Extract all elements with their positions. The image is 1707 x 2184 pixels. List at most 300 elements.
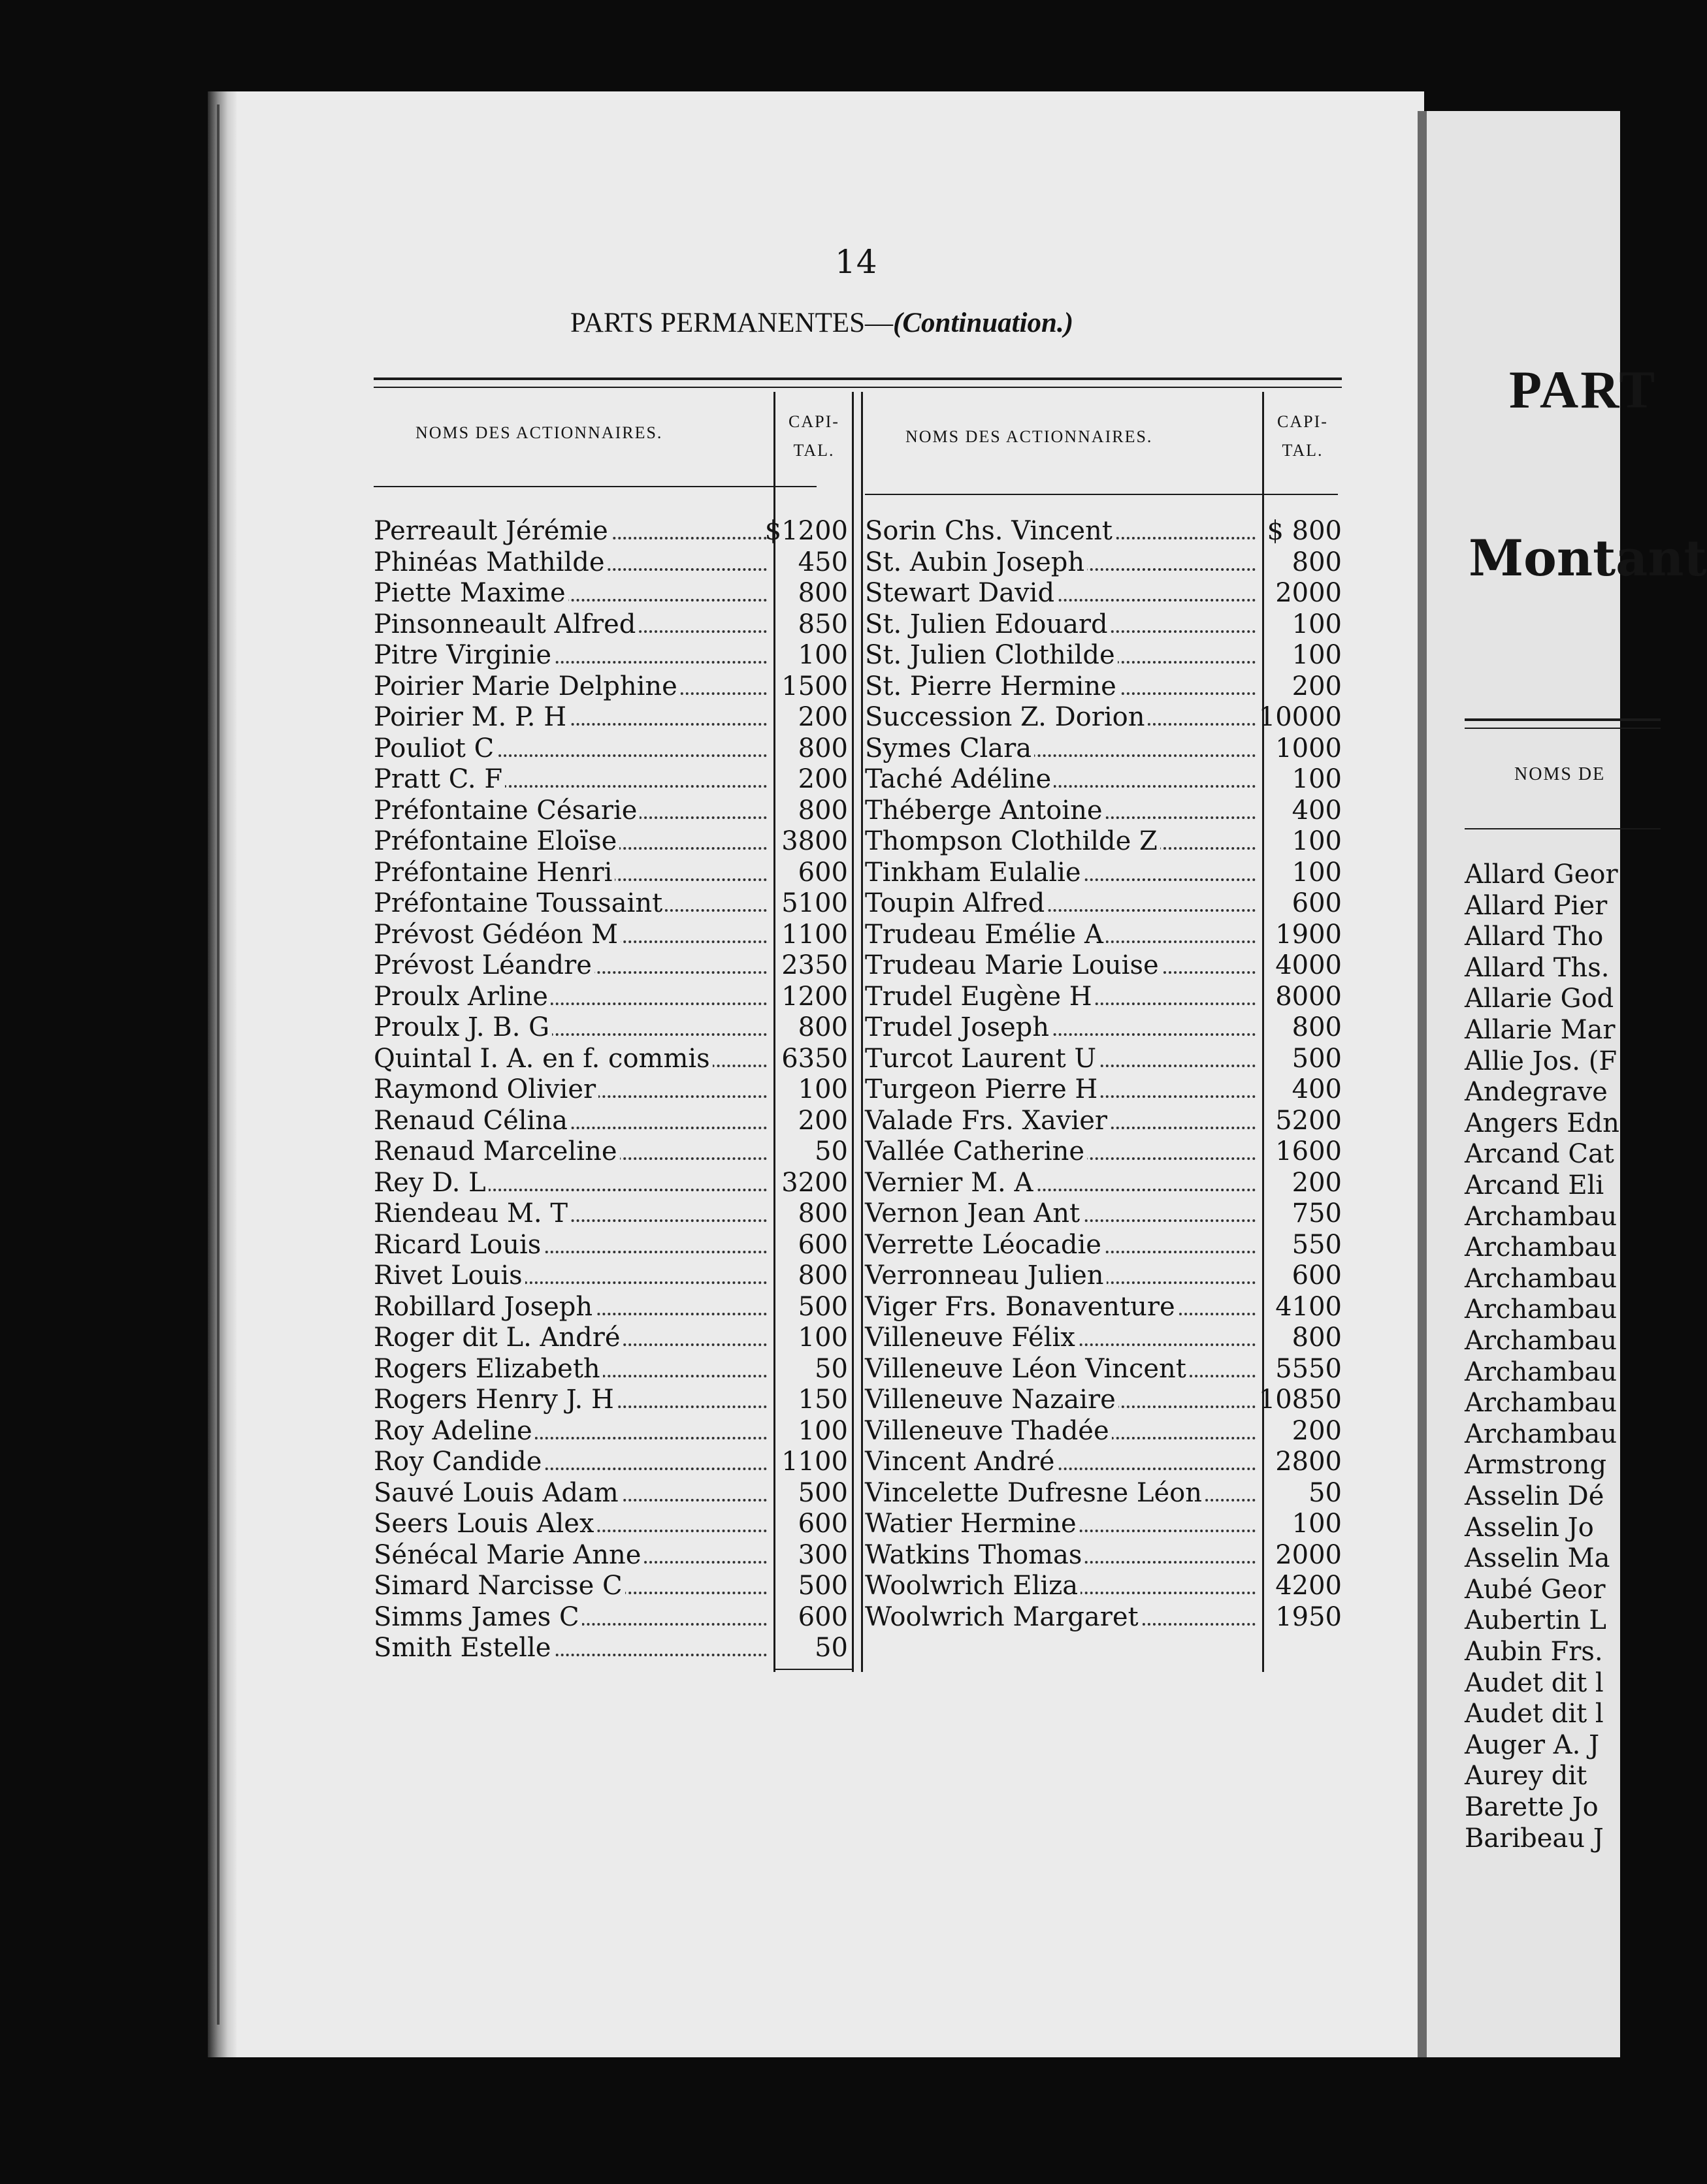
shareholder-name-cell <box>865 858 1260 888</box>
left_column-amount-row <box>776 1230 851 1261</box>
shareholder-name-cell <box>374 1447 771 1477</box>
left_column-amount-row <box>776 1106 851 1136</box>
right_column-amount-row <box>1265 516 1344 547</box>
right_column-amount-row <box>1265 1136 1344 1167</box>
shareholder-name: Woolwrich Margaret <box>865 1602 1141 1632</box>
capital-amount: 5550 <box>1275 1354 1342 1384</box>
header-bottom-rule-right <box>865 494 1338 495</box>
shareholder-name: Woolwrich Eliza <box>865 1571 1081 1601</box>
shareholder-name: Préfontaine Toussaint <box>374 888 665 918</box>
shareholder-name: Ricard Louis <box>374 1230 544 1260</box>
capital-amount: 800 <box>798 1198 848 1228</box>
left_column-row <box>374 1044 771 1074</box>
shareholder-name-cell <box>865 1136 1260 1167</box>
capital-amount: 600 <box>798 1602 848 1632</box>
column-rule-left-name <box>773 392 775 1672</box>
capital-amount: 3200 <box>781 1168 848 1198</box>
shareholder-name: Seers Louis Alex <box>374 1509 596 1539</box>
shareholder-name-cell <box>865 640 1260 671</box>
shareholder-name-cell <box>374 950 771 981</box>
shareholder-name: Poirier Marie Delphine <box>374 671 680 701</box>
left_column-row <box>374 609 771 640</box>
shareholder-name-cell <box>865 1261 1260 1291</box>
right_column-amount-row <box>1258 1385 1344 1415</box>
right_column-row <box>865 640 1260 671</box>
left_column-amount-row <box>776 982 851 1012</box>
shareholder-name: Préfontaine Eloïse <box>374 826 619 856</box>
shareholder-name-cell <box>865 1385 1260 1415</box>
capital-amount: 550 <box>1292 1230 1342 1260</box>
left_column-row <box>374 1292 771 1323</box>
capital-amount: $1200 <box>764 516 848 546</box>
capital-amount: 200 <box>798 764 848 794</box>
left_column-amount-row <box>776 733 851 764</box>
left_column-row <box>374 1012 771 1043</box>
capital-amount: 1100 <box>781 920 848 950</box>
shareholder-name-cell <box>374 982 771 1012</box>
shareholder-name: Préfontaine Henri <box>374 858 615 888</box>
shareholder-name: Trudeau Emélie A <box>865 920 1106 950</box>
capital-amount: 8000 <box>1275 982 1342 1012</box>
capital-amount: 800 <box>798 1261 848 1291</box>
shareholder-name-cell <box>374 1292 771 1323</box>
shareholder-name: Viger Frs. Bonaventure <box>865 1292 1178 1322</box>
right_column-amount-row <box>1265 1198 1344 1229</box>
left_column-amount-row <box>776 1323 851 1353</box>
next-page-rule-thin <box>1465 728 1661 729</box>
shareholder-name-cell <box>865 920 1260 950</box>
left_column-row <box>374 1602 771 1633</box>
shareholder-name-cell <box>374 920 771 950</box>
left_column-amount-row <box>776 888 851 919</box>
next-page-row: Baribeau J <box>1465 1823 1604 1854</box>
spine-border <box>217 104 219 2025</box>
column-rule-center-b <box>861 392 863 1672</box>
right_column-row <box>865 764 1260 795</box>
next-page-row: Asselin Ma <box>1465 1543 1610 1573</box>
capital-amount: 3800 <box>781 826 848 856</box>
right_column-row <box>865 1385 1260 1415</box>
next-page-row: Allard Pier <box>1465 891 1608 921</box>
left_column-amount-row <box>776 1509 851 1539</box>
capital-amount: 200 <box>1292 1416 1342 1446</box>
left_column-row <box>374 1478 771 1509</box>
left_column-amount-row <box>776 795 851 826</box>
shareholder-name: Verrette Léocadie <box>865 1230 1104 1260</box>
left_column-row <box>374 1354 771 1385</box>
right_column-row <box>865 702 1260 733</box>
shareholder-name: Valade Frs. Xavier <box>865 1106 1110 1136</box>
capital-header-line2: TAL. <box>1282 441 1324 460</box>
left_column-row <box>374 950 771 981</box>
right_column-amount-row <box>1265 671 1344 702</box>
next-page-row: Archambau <box>1465 1326 1618 1356</box>
left_column-amount-row <box>776 1354 851 1385</box>
capital-amount: 800 <box>1292 1323 1342 1353</box>
right_column-row <box>865 733 1260 764</box>
column-rule-center-a <box>852 392 854 1672</box>
right_column-row <box>865 858 1260 888</box>
left_column-row <box>374 702 771 733</box>
shareholder-name-cell <box>865 1292 1260 1323</box>
shareholder-name-cell <box>374 1633 771 1663</box>
next-page-rule-top <box>1465 718 1661 721</box>
shareholder-name-cell <box>865 1074 1260 1105</box>
right_column-row <box>865 1540 1260 1571</box>
capital-amount: 600 <box>1292 888 1342 918</box>
shareholder-name: St. Julien Clothilde <box>865 640 1118 670</box>
shareholder-name: Rey D. L <box>374 1168 489 1198</box>
shareholder-name: Poirier M. P. H <box>374 702 569 732</box>
shareholder-name: Théberge Antoine <box>865 795 1105 826</box>
header-bottom-rule-left <box>374 486 817 487</box>
capital-amount: 500 <box>798 1292 848 1322</box>
shareholder-name: Succession Z. Dorion <box>865 702 1147 732</box>
shareholder-name-cell <box>374 1354 771 1385</box>
next-page-row: Aubertin L <box>1465 1605 1606 1635</box>
left_column-amount-row <box>764 516 851 547</box>
left_column-row <box>374 826 771 857</box>
left_column-amount-row <box>776 826 851 857</box>
left_column-row <box>374 764 771 795</box>
capital-header-line1: CAPI- <box>788 412 839 431</box>
next-page-row: Aurey dit <box>1465 1761 1587 1791</box>
capital-amount: $ 800 <box>1267 516 1342 546</box>
capital-amount: 200 <box>798 702 848 732</box>
capital-amount: 6350 <box>781 1044 848 1074</box>
shareholder-name-cell <box>374 1323 771 1353</box>
capital-amount: 300 <box>798 1540 848 1570</box>
next-page-row: Allard Geor <box>1465 859 1618 890</box>
shareholder-name-cell <box>865 547 1260 578</box>
left_column-row <box>374 1633 771 1663</box>
left_column-row <box>374 920 771 950</box>
shareholder-name: Verronneau Julien <box>865 1261 1107 1291</box>
right_column-amount-row <box>1265 982 1344 1012</box>
capital-amount: 850 <box>798 609 848 639</box>
left_column-amount-row <box>776 1261 851 1291</box>
shareholder-name-cell <box>865 1540 1260 1571</box>
left_column-row <box>374 1074 771 1105</box>
shareholder-name: Vernier M. A <box>865 1168 1035 1198</box>
shareholder-name: Trudel Joseph <box>865 1012 1052 1042</box>
left_column-row <box>374 888 771 919</box>
next-page-row: Aubin Frs. <box>1465 1637 1603 1667</box>
right_column-row <box>865 1509 1260 1539</box>
column-rule-right-name <box>1262 392 1264 1672</box>
right_column-amount-row <box>1265 609 1344 640</box>
shareholder-name-cell <box>374 1198 771 1229</box>
left_column-amount-row <box>776 920 851 950</box>
right_column-amount-row <box>1265 795 1344 826</box>
capital-amount: 100 <box>798 1416 848 1446</box>
right_column-amount-row <box>1265 1230 1344 1261</box>
left_column-amount-row <box>776 1602 851 1633</box>
right_column-row <box>865 982 1260 1012</box>
right_column-amount-row <box>1265 888 1344 919</box>
right_column-amount-row <box>1265 1602 1344 1633</box>
right_column-row <box>865 1323 1260 1353</box>
capital-amount: 10000 <box>1258 702 1342 732</box>
shareholder-name-cell <box>374 858 771 888</box>
right_column-amount-row <box>1265 1168 1344 1198</box>
capital-amount: 800 <box>1292 547 1342 577</box>
shareholder-name: Roy Adeline <box>374 1416 535 1446</box>
shareholder-name-cell <box>374 578 771 609</box>
shareholder-name: Pinsonneault Alfred <box>374 609 638 639</box>
capital-amount: 2000 <box>1275 1540 1342 1570</box>
right_column-row <box>865 1136 1260 1167</box>
capital-amount: 1200 <box>781 982 848 1012</box>
shareholder-name-cell <box>374 1136 771 1167</box>
left_column-amount-row <box>776 764 851 795</box>
capital-amount: 400 <box>1292 1074 1342 1104</box>
shareholder-name: Renaud Marceline <box>374 1136 620 1166</box>
left_column-row <box>374 640 771 671</box>
page-spine <box>208 91 236 2057</box>
shareholder-name: Turgeon Pierre H <box>865 1074 1100 1104</box>
shareholder-name: Rivet Louis <box>374 1261 525 1291</box>
right_column-amount-row <box>1265 640 1344 671</box>
next-page-row: Archambau <box>1465 1419 1618 1449</box>
shareholder-name: Quintal I. A. en f. commis <box>374 1044 713 1074</box>
left_column-amount-row <box>776 640 851 671</box>
capital-amount: 1000 <box>1275 733 1342 763</box>
right_column-amount-row <box>1265 578 1344 609</box>
shareholder-name: Pratt C. F <box>374 764 505 794</box>
shareholder-name: Pitre Virginie <box>374 640 554 670</box>
next-page-row: Asselin Dé <box>1465 1481 1604 1511</box>
right-name-header: NOMS DES ACTIONNAIRES. <box>905 427 1153 446</box>
capital-amount: 150 <box>798 1385 848 1415</box>
left_column-amount-row <box>776 1292 851 1323</box>
left_column-amount-row <box>776 1540 851 1571</box>
next-page-row: Archambau <box>1465 1357 1618 1387</box>
shareholder-name: Prévost Léandre <box>374 950 594 980</box>
left-capital-header <box>776 408 852 465</box>
right_column-row <box>865 1106 1260 1136</box>
right_column-amount-row <box>1265 858 1344 888</box>
capital-amount: 200 <box>1292 1168 1342 1198</box>
shareholder-name-cell <box>374 1571 771 1601</box>
capital-amount: 100 <box>798 1074 848 1104</box>
capital-amount: 800 <box>1292 1012 1342 1042</box>
shareholder-name-cell <box>865 1416 1260 1447</box>
shareholder-name: Perreault Jérémie <box>374 516 611 546</box>
next-page-row: Archambau <box>1465 1294 1618 1325</box>
shareholder-name-cell <box>865 1230 1260 1261</box>
next-page <box>1418 111 1707 2057</box>
shareholder-name: Villeneuve Thadée <box>865 1416 1112 1446</box>
left_column-row <box>374 1416 771 1447</box>
capital-amount: 200 <box>1292 671 1342 701</box>
right_column-amount-row <box>1265 1261 1344 1291</box>
capital-amount: 750 <box>1292 1198 1342 1228</box>
right_column-row <box>865 609 1260 640</box>
capital-amount: 400 <box>1292 795 1342 826</box>
right_column-amount-row <box>1265 1416 1344 1447</box>
capital-amount: 1900 <box>1275 920 1342 950</box>
right_column-amount-row <box>1265 547 1344 578</box>
shareholder-name-cell <box>865 1198 1260 1229</box>
left_column-amount-row <box>776 671 851 702</box>
shareholder-name: Tinkham Eulalie <box>865 858 1084 888</box>
right_column-amount-row <box>1258 702 1344 733</box>
next-page-row: Barette Jo <box>1465 1792 1599 1822</box>
shareholder-name: Sorin Chs. Vincent <box>865 516 1115 546</box>
capital-amount: 200 <box>798 1106 848 1136</box>
shareholder-name-cell <box>374 1261 771 1291</box>
shareholder-name-cell <box>374 1602 771 1633</box>
capital-amount: 4200 <box>1275 1571 1342 1601</box>
shareholder-name-cell <box>374 609 771 640</box>
shareholder-name-cell <box>374 1106 771 1136</box>
capital-amount: 10850 <box>1258 1385 1342 1415</box>
shareholder-name: Sauvé Louis Adam <box>374 1478 621 1508</box>
shareholder-name: Trudeau Marie Louise <box>865 950 1162 980</box>
capital-header-line2: TAL. <box>793 441 835 460</box>
capital-amount: 5100 <box>781 888 848 918</box>
next-page-row: Audet dit l <box>1465 1668 1604 1698</box>
right_column-row <box>865 920 1260 950</box>
capital-header-line1: CAPI- <box>1277 412 1328 431</box>
right_column-row <box>865 1168 1260 1198</box>
shareholder-name-cell <box>374 702 771 733</box>
right_column-amount-row <box>1265 1571 1344 1601</box>
right_column-row <box>865 1571 1260 1601</box>
left_column-amount-row <box>776 1385 851 1415</box>
shareholder-name: Vallée Catherine <box>865 1136 1087 1166</box>
left_column-amount-row <box>776 547 851 578</box>
left_column-amount-row <box>776 609 851 640</box>
right_column-amount-row <box>1265 1447 1344 1477</box>
left_column-amount-row <box>776 1416 851 1447</box>
shareholder-name-cell <box>374 1540 771 1571</box>
left_column-amount-row <box>776 702 851 733</box>
right_column-amount-row <box>1265 1106 1344 1136</box>
left_column-row <box>374 1323 771 1353</box>
left-name-header: NOMS DES ACTIONNAIRES. <box>415 423 663 442</box>
shareholder-name-cell <box>865 982 1260 1012</box>
left_column-amount-row <box>776 1136 851 1167</box>
left_column-amount-row <box>776 1633 851 1663</box>
shareholder-name-cell <box>374 888 771 919</box>
next-page-row: Archambau <box>1465 1202 1618 1232</box>
right_column-amount-row <box>1265 950 1344 981</box>
shareholder-name: Préfontaine Césarie <box>374 795 640 826</box>
shareholder-name-cell <box>865 702 1260 733</box>
shareholder-name: Villeneuve Nazaire <box>865 1385 1118 1415</box>
shareholder-name: Vincelette Dufresne Léon <box>865 1478 1205 1508</box>
next-page-row: Allie Jos. (F <box>1465 1046 1618 1076</box>
next-page-row: Andegrave <box>1465 1077 1608 1107</box>
left_column-row <box>374 1168 771 1198</box>
shareholder-name-cell <box>374 547 771 578</box>
right_column-row <box>865 795 1260 826</box>
capital-amount: 100 <box>798 640 848 670</box>
left_column-row <box>374 516 771 547</box>
capital-amount: 450 <box>798 547 848 577</box>
right_column-amount-row <box>1265 1074 1344 1105</box>
shareholder-name-cell <box>374 1044 771 1074</box>
capital-amount: 100 <box>1292 1509 1342 1539</box>
shareholder-name-cell <box>865 609 1260 640</box>
shareholder-name: Phinéas Mathilde <box>374 547 608 577</box>
left_column-amount-row <box>776 1044 851 1074</box>
shareholder-name: Riendeau M. T <box>374 1198 570 1228</box>
right_column-amount-row <box>1265 826 1344 857</box>
shareholder-name: Pouliot C <box>374 733 496 763</box>
capital-amount: 1500 <box>781 671 848 701</box>
next-page-column-header: NOMS DE <box>1514 764 1606 784</box>
next-page-row: Archambau <box>1465 1232 1618 1262</box>
page-number: 14 <box>835 243 878 281</box>
capital-amount: 50 <box>1309 1478 1342 1508</box>
left_column-amount-row <box>776 578 851 609</box>
shareholder-name: Stewart David <box>865 578 1057 608</box>
shareholder-name-cell <box>865 578 1260 609</box>
shareholder-name: Sénécal Marie Anne <box>374 1540 643 1570</box>
shareholder-name: Piette Maxime <box>374 578 568 608</box>
left_column-row <box>374 795 771 826</box>
shareholder-name-cell <box>865 516 1260 547</box>
right_column-amount-row <box>1265 1354 1344 1385</box>
shareholder-name-cell <box>374 764 771 795</box>
right_column-amount-row <box>1265 1509 1344 1539</box>
capital-amount: 600 <box>798 1230 848 1260</box>
right_column-row <box>865 578 1260 609</box>
right_column-row <box>865 1044 1260 1074</box>
shareholder-name: Watier Hermine <box>865 1509 1079 1539</box>
capital-amount: 800 <box>798 795 848 826</box>
right_column-amount-row <box>1265 764 1344 795</box>
capital-amount: 100 <box>1292 826 1342 856</box>
shareholder-name-cell <box>865 1509 1260 1539</box>
right_column-row <box>865 516 1260 547</box>
left_column-amount-row <box>776 1478 851 1509</box>
shareholder-name-cell <box>374 795 771 826</box>
capital-amount: 500 <box>798 1478 848 1508</box>
capital-amount: 100 <box>1292 609 1342 639</box>
left_column-row <box>374 1198 771 1229</box>
shareholder-name: Vincent André <box>865 1447 1057 1477</box>
left_column-amount-row <box>776 1571 851 1601</box>
next-page-heading: PART <box>1509 360 1657 419</box>
shareholder-name: Roy Candide <box>374 1447 544 1477</box>
right_column-amount-row <box>1265 1044 1344 1074</box>
next-page-row: Armstrong <box>1465 1450 1607 1480</box>
right_column-amount-row <box>1265 1292 1344 1323</box>
capital-amount: 5200 <box>1275 1106 1342 1136</box>
left_column-row <box>374 858 771 888</box>
capital-amount: 800 <box>798 733 848 763</box>
left_column-amount-row <box>776 1198 851 1229</box>
shareholder-name-cell <box>865 950 1260 981</box>
shareholder-name: St. Pierre Hermine <box>865 671 1119 701</box>
right_column-amount-row <box>1265 1540 1344 1571</box>
shareholder-name: Proulx J. B. G <box>374 1012 552 1042</box>
left_column-row <box>374 1230 771 1261</box>
right_column-row <box>865 1230 1260 1261</box>
capital-amount: 1100 <box>781 1447 848 1477</box>
header-top-rule <box>374 377 1342 380</box>
shareholder-name-cell <box>865 795 1260 826</box>
shareholder-name-cell <box>865 1478 1260 1509</box>
next-page-content <box>1418 111 1707 2057</box>
shareholder-name-cell <box>865 888 1260 919</box>
capital-amount: 4000 <box>1275 950 1342 980</box>
shareholder-name-cell <box>374 1074 771 1105</box>
